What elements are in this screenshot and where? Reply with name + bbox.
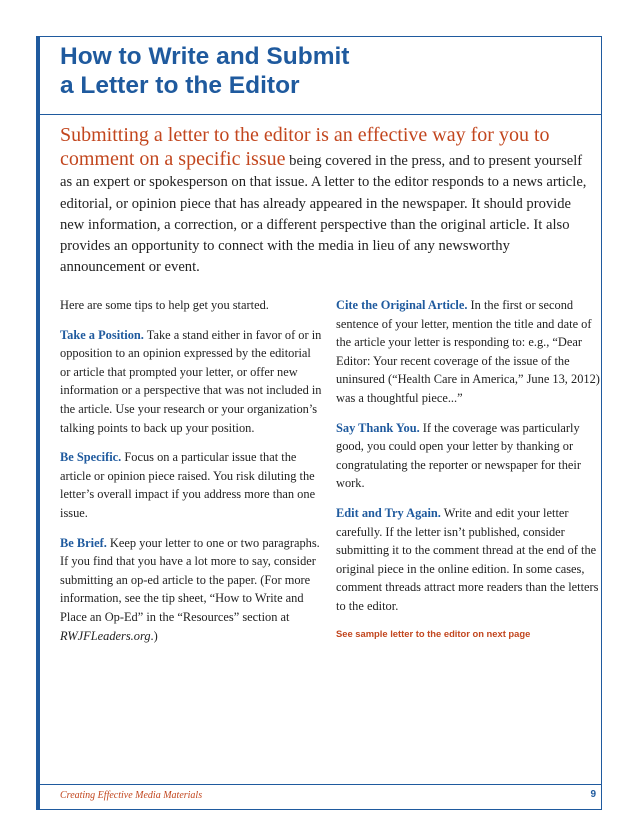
tip-body-end: .): [150, 628, 158, 643]
tip-take-position: [60, 326, 322, 438]
intro-body: being covered in the press, and to present yourself as an expert or spokesperson on that issue. A letter to the editor responds to a news article, editorial, or opinion piece that has already appeared in the newspaper. It should provide new information, a correction, or a different perspective than the original article. It also provides an opportunity to connect with the media in lieu of any newsworthy announcement or event.: [60, 153, 587, 276]
tip-heading: Say Thank You.: [336, 420, 420, 435]
footer-publication-title: Creating Effective Media Materials: [60, 790, 203, 801]
tip-body: Take a stand either in favor of or in opposition to an opinion expressed by the editorial or article that prompted your letter, or offer new information or a perspective that was not included in the article. Use your research or your organization’s talking points to back up your position.: [60, 327, 322, 435]
title-line-1: How to Write and Submit: [60, 43, 350, 70]
footer-divider: [40, 784, 602, 785]
tip-body: If the coverage was particularly good, you could open your letter by thanking or congratulating the reporter or newspaper for their work.: [336, 420, 581, 491]
title-line-2: a Letter to the Editor: [60, 72, 300, 99]
tip-body: Keep your letter to one or two paragraphs. If you find that you have a lot more to say, consider submitting an op-ed article to the paper. (For more information, see the tip sheet, “How to Write and Place an Op-Ed” in the “Resources” section at: [60, 535, 320, 624]
sample-letter-link[interactable]: See sample letter to the editor on next page: [336, 627, 531, 639]
tip-say-thank-you: [336, 419, 600, 493]
tip-heading: Cite the Original Article.: [336, 298, 468, 312]
intro-lead: Submitting a letter to the editor is an effective way for you to comment on a specific issue: [60, 124, 550, 171]
tip-body: Focus on a particular issue that the article or opinion piece raised. You risk diluting the letter’s overall impact if you address more than one issue.: [60, 450, 316, 520]
frame-left-accent: [36, 36, 40, 810]
left-column: [60, 296, 322, 656]
tip-heading: Be Brief.: [60, 535, 107, 550]
right-column: [336, 296, 600, 643]
tip-heading: Take a Position.: [60, 327, 144, 342]
title-divider: [40, 114, 602, 115]
tip-heading: Edit and Try Again.: [336, 505, 441, 520]
tips-intro: Here are some tips to help get you started.: [60, 298, 269, 312]
tip-be-specific: [60, 448, 322, 522]
tip-body: In the first or second sentence of your letter, mention the title and date of the article your letter is responding to: e.g., “Dear Editor: Your recent coverage of the issue of the uninsured (“Health Care in America,” June 13, 2012) was a thoughtful piece...”: [336, 298, 600, 405]
page-title: [60, 42, 580, 100]
intro-paragraph: [60, 124, 592, 278]
website-link[interactable]: RWJFLeaders.org: [60, 628, 151, 643]
page-number: 9: [590, 789, 596, 800]
tip-body: Write and edit your letter carefully. If the letter isn’t published, consider submitting it to the comment thread at the end of the original piece in the online edition. In some cases, comment threads attract more readers than the letters to the editor.: [336, 505, 599, 613]
tip-edit-try-again: [336, 504, 600, 616]
tip-cite-article: [336, 296, 600, 408]
tip-be-brief: [60, 534, 322, 646]
tip-heading: Be Specific.: [60, 450, 122, 465]
